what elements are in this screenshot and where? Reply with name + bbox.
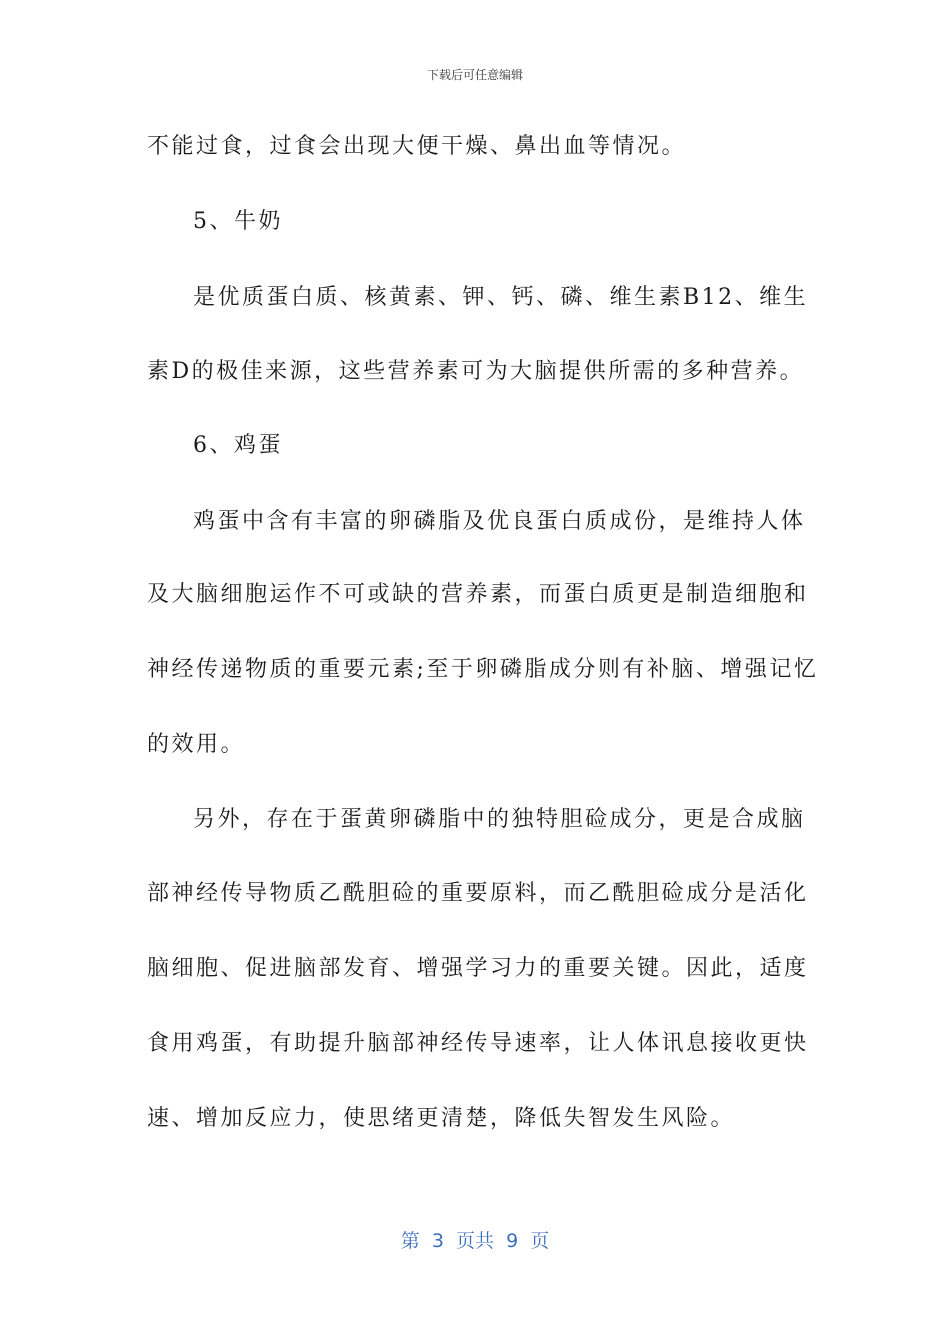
paragraph-line: 是优质蛋白质、核黄素、钾、钙、磷、维生素B12、维生	[193, 285, 809, 310]
paragraph-line: 的效用。	[147, 732, 246, 757]
paragraph-line: 鸡蛋中含有丰富的卵磷脂及优良蛋白质成份，是维持人体	[193, 509, 806, 534]
paragraph-line: 部神经传导物质乙酰胆硷的重要原料，而乙酰胆硷成分是活化	[147, 881, 809, 906]
paragraph-line: 素D的极佳来源，这些营养素可为大脑提供所需的多种营养。	[147, 359, 805, 384]
paragraph-line: 不能过食，过食会出现大便干燥、鼻出血等情况。	[147, 134, 687, 159]
paragraph-line: 速、增加反应力，使思绪更清楚，降低失智发生风险。	[147, 1106, 736, 1131]
paragraph-line: 食用鸡蛋，有助提升脑部神经传导速率，让人体讯息接收更快	[147, 1031, 809, 1056]
page-header: 下载后可任意编辑	[426, 68, 523, 82]
paragraph-line: 及大脑细胞运作不可或缺的营养素，而蛋白质更是制造细胞和	[147, 582, 809, 607]
section-heading-milk: 5、牛奶	[193, 209, 283, 234]
paragraph-line: 脑细胞、促进脑部发育、增强学习力的重要关键。因此，适度	[147, 956, 809, 981]
paragraph-line: 神经传递物质的重要元素;至于卵磷脂成分则有补脑、增强记忆	[147, 657, 819, 682]
section-heading-egg: 6、鸡蛋	[193, 433, 283, 458]
paragraph-line: 另外，存在于蛋黄卵磷脂中的独特胆硷成分，更是合成脑	[193, 807, 806, 832]
page-number-footer: 第 3 页共 9 页	[400, 1230, 550, 1252]
